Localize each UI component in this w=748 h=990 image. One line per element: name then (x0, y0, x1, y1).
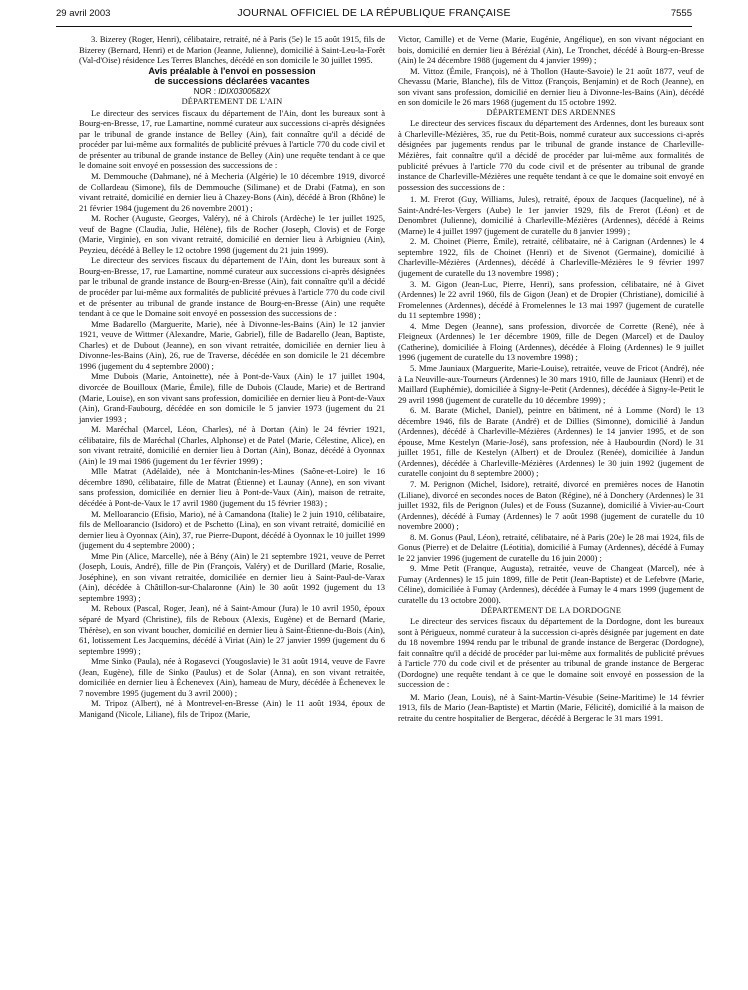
page-number: 7555 (670, 8, 692, 19)
left-column (79, 34, 385, 719)
notice-title-line-1: Avis préalable à l'envoi en possession (148, 65, 316, 76)
journal-title: JOURNAL OFFICIEL DE LA RÉPUBLIQUE FRANÇAISE (237, 7, 511, 19)
paragraph: 9. Mme Petit (Franque, Augusta), retraitée, veuve de Changeat (Marcel), née à Fumay (Ardennes) le 15 juin 1899, fille de Petit (Jean-Baptiste) et de Lefebvre (Marie, Céline), domiciliée à Fumay (Ardennes), décédée à Fumay le 4 mars 1999 (jugement de curatelle du 13 octobre 2000). (398, 563, 704, 605)
paragraph: M. Tripoz (Albert), né à Montrevel-en-Bresse (Ain) le 11 août 1934, époux de Manigand (Nicole, Liliane), fils de Tripoz (Marie, (79, 698, 385, 719)
paragraph: Le directeur des services fiscaux du département de la Dordogne, dont les bureaux sont à Périgueux, nommé curateur à la succession ci-après désignée par jugement en date du 18 novembre 1994 rendu par le tribunal de grande instance de Bergerac (Dordogne), fait connaître qu'il a décidé de procéder par lui-même aux formalités de publicité prévues à l'article 770 du code civil et de présenter au tribunal de grande instance de Bergerac (Dordogne) une requête tendant à ce que le domaine soit envoyé en possession de la succession de : (398, 616, 704, 690)
paragraph: M. Demmouche (Dahmane), né à Mecheria (Algérie) le 10 décembre 1919, divorcé de Collardeau (Simone), fils de Demmouche (Silimane) et de Drabi (Fatma), en son vivant retraité, domicilié en dernier lieu à Chazey-Bons (Ain), décédé à Bron (Rhône) le 21 février 1984 (jugement du 26 novembre 2001) ; (79, 171, 385, 213)
nor-code: IDIX0300582X (218, 86, 271, 96)
nor-reference (79, 87, 385, 98)
page-header (56, 4, 692, 27)
paragraph: M. Mario (Jean, Louis), né à Saint-Martin-Vésubie (Seine-Maritime) le 14 février 1913, fils de Mario (Jean-Baptiste) et Martin (Marie, Félicité), domicilié à la maison de retraite du centre hospitalier de Bergerac, décédé à Bergerac le 31 mars 1991. (398, 691, 704, 723)
header-date: 29 avril 2003 (56, 8, 111, 19)
paragraph: Mme Badarello (Marguerite, Marie), née à Divonne-les-Bains (Ain) le 12 janvier 1921, veuve de Wittmer (Alexandre, Marie, Gabriel), fille de Badarello (Jean, Baptiste, Charles) et de Dubout (Jeanne), en son vivant retraitée, domiciliée en dernier lieu à Divonne-les-Bains (Ain), 26, rue de Traverse, décédée en son domicile le 21 décembre 1996 (jugement du 4 septembre 2000) ; (79, 318, 385, 371)
paragraph: 6. M. Barate (Michel, Daniel), peintre en bâtiment, né à Lomme (Nord) le 13 décembre 1946, fils de Barate (André) et de Dillies (Simonne), domicilié à Jandun (Ardennes), décédé à Charleville-Mézières (Ardennes) le 14 janvier 1995, et de son épouse, Mme Kestelyn (Marie-José), sans profession, née à Haubourdin (Nord) le 31 juillet 1951, fille de Kestelyn (Albert) et de Droulez (Renée), domiciliée à Jandun (Ardennes), décédée à Charleville-Mézières (Ardennes) le 30 juin 1992 (jugement de curatelle conjoint du 8 septembre 2000) ; (398, 405, 704, 479)
paragraph: Le directeur des services fiscaux du département de l'Ain, dont les bureaux sont à Bourg-en-Bresse, 17, rue Lamartine, nommé curateur aux successions ci-après désignées par le tribunal de grande instance de Belley (Ain), fait connaître qu'il a décidé de procéder par lui-même aux formalités de publicité prévues à l'article 770 du code civil et de présenter au tribunal de grande instance de Belley (Ain) une requête tendant à ce que le domaine soit envoyé en possession des successions de : (79, 107, 385, 171)
nor-label: NOR : (193, 86, 219, 96)
paragraph: 7. M. Perignon (Michel, Isidore), retraité, divorcé en premières noces de Hanotin (Liliane), divorcé en secondes noces de Baton (Régine), né à Donchery (Ardennes) le 31 juillet 1932, fils de Perignon (Jules) et de Fouss (Suzanne), domicilié à Vivier-au-Court (Ardennes), décédé à Fumay (Ardennes) le 7 août 1998 (jugement de curatelle du 10 novembre 2000) ; (398, 478, 704, 532)
department-heading-ardennes: DÉPARTEMENT DES ARDENNES (486, 107, 616, 117)
paragraph: M. Maréchal (Marcel, Léon, Charles), né à Dortan (Ain) le 24 février 1921, célibataire, fils de Maréchal (Charles, Alphonse) et de Patel (Marie, Célestine, Alice), en son vivant retraité, domicilié en dernier lieu à Dortan (Ain), Bonaz, décédé à Oyonnax (Ain) le 19 mai 1986 (jugement du 1er février 1999) ; (79, 424, 385, 466)
paragraph: M. Vittoz (Émile, François), né à Thollon (Haute-Savoie) le 21 août 1877, veuf de Chevassu (Marie, Blanche), fils de Vittoz (François, Benjamin) et de Roch (Jeanne), en son vivant sans profession, domicilié en dernier lieu à Divonne-les-Bains (Ain), décédé en son domicile le 26 mars 1968 (jugement du 15 octobre 1992. (398, 65, 704, 108)
paragraph: 1. M. Frerot (Guy, Williams, Jules), retraité, époux de Jacques (Jacqueline), né à Saint-André-les-Vergers (Aube) le 1er janvier 1929, fils de Frerot (Léon) et de Denombret (Julienne), domicilié à Charleville-Mézières (Ardennes), décédé à Reims (Marne) le 4 juillet 1997 (jugement de curatelle du 8 janvier 1999) ; (398, 194, 704, 236)
paragraph: 5. Mme Jauniaux (Marguerite, Marie-Louise), retraitée, veuve de Fricot (André), née à La Neuville-aux-Tourneurs (Ardennes) le 30 mars 1910, fille de Jauniaux (Henri) et de Maillard (Euphémie), domiciliée à Signy-le-Petit (Ardennes), décédée à Signy-le-Petit le 29 avril 1998 (jugement de curatelle du 10 décembre 1999) ; (398, 362, 704, 405)
paragraph: Mme Pin (Alice, Marcelle), née à Bény (Ain) le 21 septembre 1921, veuve de Perret (Joseph, Louis, André), fille de Pin (François, Valéry) et de Durillard (Marie, Rosalie, Joséphine), en son vivant retraitée, domiciliée en dernier lieu à Saint-Paul-de-Varax (Ain), décédée à Châtillon-sur-Chalaronne (Ain) le 30 août 1992 (jugement du 13 septembre 1993) ; (79, 550, 385, 603)
paragraph: M. Rocher (Auguste, Georges, Valéry), né à Chirols (Ardèche) le 1er juillet 1925, veuf de Bagne (Claudia, Julie, Hélène), fils de Rocher (Joseph, Clovis) et de Forge (Marie, Virginie), en son vivant retraité, domicilié en dernier lieu à Arbignieu (Ain), Peyzieu, décédé à Belley le 12 octobre 1998 (jugement du 21 juin 1999). (79, 213, 385, 255)
paragraph: 4. Mme Degen (Jeanne), sans profession, divorcée de Corrette (René), née à Fleigneux (Ardennes) le 1er décembre 1909, fille de Degen (Marcel) et de Dauloy (Catherine), domiciliée à Floing (Ardennes), décédée à Floing (Ardennes) le 9 juillet 1996 (jugement de curatelle du 13 novembre 1998) ; (398, 320, 704, 363)
paragraph: 3. M. Gigon (Jean-Luc, Pierre, Henri), sans profession, célibataire, né à Givet (Ardennes) le 22 avril 1960, fils de Gigon (Jean) et de Dropier (Christiane), domicilié à Fromelennes (Ardennes), décédé à Fromelennes le 13 mai 1997 (jugement de curatelle du 11 septembre 1998) ; (398, 278, 704, 321)
paragraph: Mlle Matrat (Adélaïde), née à Montchanin-les-Mines (Saône-et-Loire) le 16 décembre 1890, célibataire, fille de Matrat (Étienne) et Launay (Anne), en son vivant sans profession, domiciliée en dernier lieu à Pont-de-Vaux (Ain), maison de retraite, décédée à Pont-de-Vaux le 17 avril 1980 (jugement du 15 février 1983) ; (79, 466, 385, 508)
notice-title-line-2: de successions déclarées vacantes (154, 76, 310, 87)
right-column (398, 34, 704, 724)
paragraph: Le directeur des services fiscaux du département de l'Ain, dont les bureaux sont à Bourg-en-Bresse, 17, rue Lamartine, nommé curateur aux successions ci-après désignées par le tribunal de grande instance de Bourg-en-Bresse (Ain), fait connaître qu'il a décidé de procéder par lui-même aux formalités de publicité prévues à l'article 770 du code civil et de présenter au tribunal de grande instance de Bourg-en-Bresse (Ain) une requête tendant à ce que le Domaine soit envoyé en possession des successions de : (79, 255, 385, 319)
paragraph: 2. M. Choinet (Pierre, Émile), retraité, célibataire, né à Carignan (Ardennes) le 4 septembre 1922, fils de Choinet (Henri) et de Sivenot (Germaine), domicilié à Charleville-Mézières (Ardennes), décédé à Charleville-Mézières le 9 février 1997 (jugement de curatelle du 13 novembre 1998) ; (398, 236, 704, 279)
paragraph: M. Reboux (Pascal, Roger, Jean), né à Saint-Amour (Jura) le 10 avril 1950, époux séparé de Myard (Christine), fils de Reboux (Alexis, Eugène) et de Bernard (Marie, Thérèse), en son vivant boucher, domicilié en dernier lieu à Saint-Étienne-du-Bois (Ain), 61, lotissement Les Jacquemins, décédé à Viriat (Ain) le 27 janvier 1999 (jugement du 6 septembre 1999) ; (79, 603, 385, 656)
paragraph: Mme Sinko (Paula), née à Rogasevci (Yougoslavie) le 31 août 1914, veuve de Favre (Jean, Eugène), fille de Sinko (Paulus) et de Solar (Anna), en son vivant retraitée, domiciliée en dernier lieu à Échenevex (Ain), hameau de Mury, décédée à Échenevex le 7 novembre 1995 (jugement du 3 avril 2000) ; (79, 656, 385, 698)
paragraph: 8. M. Gonus (Paul, Léon), retraité, célibataire, né à Paris (20e) le 28 mai 1924, fils de Gonus (Pierre) et de Delaitre (Léotitia), domicilié à Fumay (Ardennes), décédé à Fumay le 22 janvier 1996 (jugement de curatelle du 16 juin 2000) ; (398, 531, 704, 563)
paragraph: Mme Dubois (Marie, Antoinette), née à Pont-de-Vaux (Ain) le 17 juillet 1904, divorcée de Bouilloux (Marie, Émile), fille de Dubois (Claude, Marie) et de Bertrand (Marie, Louise), en son vivant sans profession, domiciliée en dernier lieu à Pont-de-Vaux (Ain), Grand-Faubourg, décédée en son domicile le 5 janvier 1973 (jugement du 21 janvier 1993 ; (79, 371, 385, 424)
paragraph: Victor, Camille) et de Verne (Marie, Eugénie, Angélique), en son vivant négociant en bois, domicilié en dernier lieu à Bérézial (Ain), Le Tronchet, décédé à Bourg-en-Bresse (Ain) le 24 décembre 1988 (jugement du 4 janvier 1999) ; (398, 34, 704, 66)
paragraph: M. Melloarancio (Efisio, Mario), né à Camandona (Italie) le 2 juin 1910, célibataire, fils de Melloarancio (Isidoro) et de Pschetto (Lina), en son vivant retraité, domicilié en dernier lieu à Oyonnax (Ain), 37, rue Pierre-Dupont, décédé à Oyonnax le 10 juillet 1999 (jugement du 4 septembre 2000) ; (79, 508, 385, 551)
paragraph: 3. Bizerey (Roger, Henri), célibataire, retraité, né à Paris (5e) le 15 août 1915, fils de Bizerey (Bernard, Henri) et de Marion (Jeanne, Julienne), domicilié à Saint-Leu-la-Forêt (Val-d'Oise) résidence Les Terres Blanches, décédé en son domicile le 30 juillet 1995. (79, 34, 385, 66)
paragraph: Le directeur des services fiscaux du département des Ardennes, dont les bureaux sont à Charleville-Mézières, 35, rue du Petit-Bois, nommé curateur aux successions ci-après désignées par jugements rendus par le tribunal de grande instance de Charleville-Mézières, fait connaître qu'il a décidé de procéder par lui-même aux formalités de publicité prévues à l'article 770 du code civil et de présenter au tribunal de grande instance de Charleville-Mézières une requête tendant à ce que le domaine soit envoyé en possession des successions de : (398, 118, 704, 192)
department-heading-ain: DÉPARTEMENT DE L'AIN (181, 97, 283, 107)
department-heading-dordogne: DÉPARTEMENT DE LA DORDOGNE (480, 605, 622, 615)
